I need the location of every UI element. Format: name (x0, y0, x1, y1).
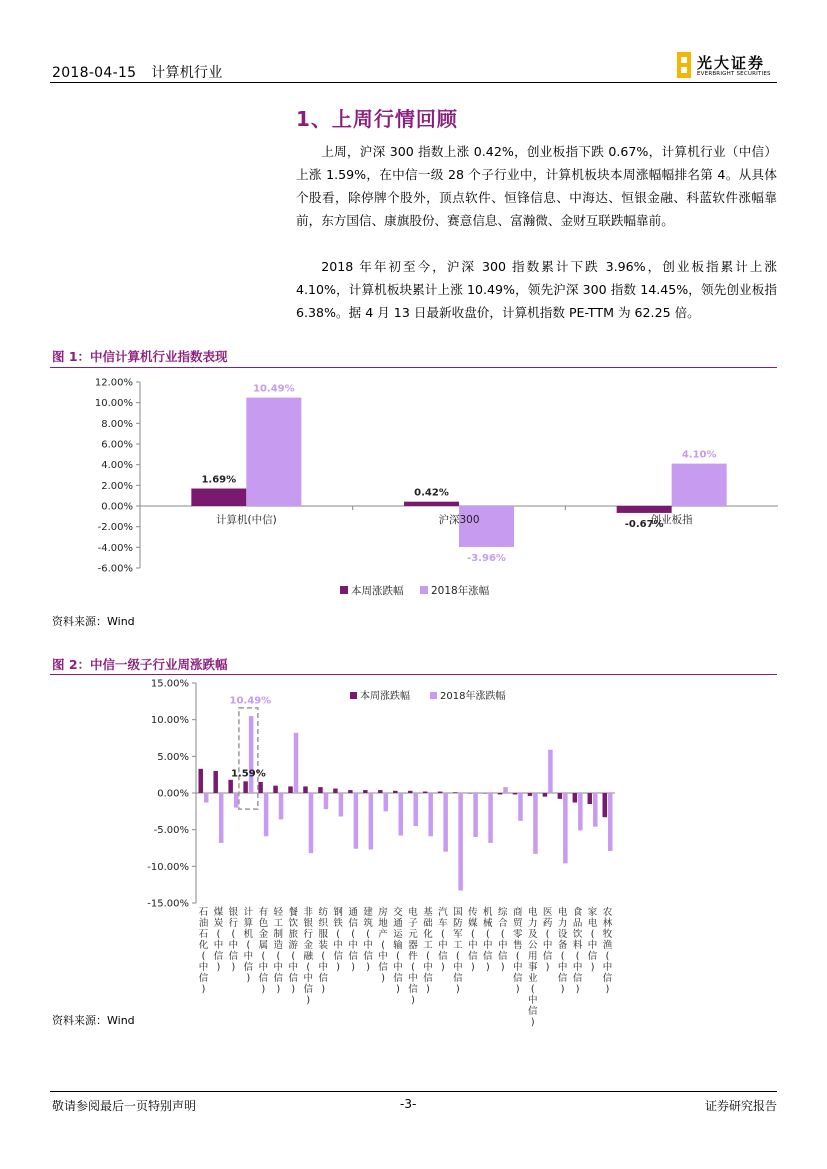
chart2-bar-week (273, 786, 278, 793)
chart2-x-tick-label: 基础化工(中信) (423, 907, 433, 995)
chart2-bar-week (543, 793, 548, 797)
chart2-bar-week (333, 789, 338, 793)
figure1-source: 资料来源：Wind (52, 615, 135, 628)
chart2-bar-ytd (473, 793, 478, 837)
section-title: 1、上周行情回顾 (296, 107, 458, 131)
header-divider (50, 82, 777, 83)
chart2-x-tick-label: 石油石化(中信) (198, 907, 209, 995)
chart2-bar-week (228, 780, 233, 793)
chart2-bar-week (498, 793, 503, 794)
chart1-bar-week (617, 506, 672, 513)
chart2-bar-week (423, 792, 428, 793)
chart1-data-label-week: 0.42% (414, 487, 449, 499)
chart2-x-tick-label: 非银行金融(中信) (303, 907, 313, 1006)
chart2-bar-ytd (578, 793, 583, 830)
chart2-bar-ytd (563, 793, 568, 863)
chart2-bar-week (243, 781, 248, 793)
chart2-bar-week (393, 791, 398, 793)
chart2-bar-ytd (249, 716, 254, 793)
chart2-bar-week (453, 792, 458, 793)
chart2-bar-ytd (458, 793, 463, 891)
chart2-x-tick-label: 食品饮料(中信) (572, 907, 583, 995)
brand-logo (677, 50, 777, 82)
chart2-bar-ytd (428, 793, 433, 836)
logo-text-en: EVERBRIGHT SECURITIES (697, 71, 771, 77)
chart1-data-label-ytd: 10.49% (253, 383, 295, 395)
chart2-bar-week (468, 793, 473, 794)
chart1-x-tick-label: 沪深300 (438, 514, 480, 526)
chart2-legend-label-ytd: 2018年涨跌幅 (440, 691, 506, 702)
chart2-bar-ytd (339, 793, 344, 816)
chart2-bar-ytd (309, 793, 314, 853)
chart2-bar-week (198, 769, 203, 793)
chart1-x-tick-label: 计算机(中信) (215, 514, 277, 526)
chart2-bar-ytd (204, 793, 209, 803)
chart1-y-tick-label: 12.00% (94, 377, 133, 389)
chart2-x-tick-label: 综合(中信) (498, 907, 508, 973)
chart1-y-tick-label: 4.00% (101, 460, 133, 472)
chart2-bar-week (438, 792, 443, 793)
chart2-x-tick-label: 有色金属(中信) (258, 907, 269, 995)
chart1-data-label-week: -0.67% (624, 518, 664, 530)
logo-text-cn: 光大证券 (697, 54, 766, 72)
chart2-legend-swatch-week (350, 692, 357, 699)
chart2-x-tick-label: 家电(中信) (587, 907, 598, 973)
chart1-y-tick-label: 8.00% (101, 418, 133, 430)
chart2-bar-week (408, 791, 413, 793)
chart2-bar-ytd (324, 793, 329, 809)
chart2-x-tick-label: 传媒(中信) (468, 907, 478, 973)
chart2-bar-week (318, 787, 323, 793)
chart2-bar-week (303, 786, 308, 793)
chart2-bar-ytd (593, 793, 598, 827)
chart2-x-tick-label: 纺织服装(中信) (318, 907, 328, 995)
chart1-y-tick-label: -4.00% (97, 542, 133, 554)
chart2-bar-ytd (219, 793, 224, 843)
chart1-bar-week (191, 489, 246, 506)
chart2-x-tick-label: 钢铁(中信) (333, 907, 343, 973)
chart2-bar-ytd (533, 793, 538, 854)
chart1-data-label-ytd: 4.10% (681, 449, 717, 461)
chart1-legend-label-week: 本周涨跌幅 (351, 585, 404, 597)
chart2-bar-ytd (354, 793, 359, 849)
chart2-x-tick-label: 轻工制造(中信) (273, 907, 284, 995)
chart2-bar-ytd (608, 793, 613, 851)
chart2-x-tick-label: 建筑(中信) (363, 907, 373, 973)
chart2-y-tick-label: 0.00% (157, 788, 189, 800)
chart1-legend-swatch-ytd (420, 586, 428, 594)
chart2-bar-ytd (279, 793, 284, 819)
chart1-bar-ytd (672, 464, 727, 506)
chart2-bar-ytd (548, 750, 553, 793)
chart1-y-tick-label: -6.00% (97, 563, 133, 575)
chart1-legend-label-ytd: 2018年涨幅 (431, 585, 490, 597)
chart2-x-tick-label: 计算机(中信) (243, 907, 254, 984)
logo-mark-icon (677, 52, 691, 78)
chart2-bar-ytd (234, 793, 239, 808)
chart2-bar-week (603, 793, 608, 817)
chart2-bar-ytd (369, 793, 374, 849)
chart2-x-tick-label: 交通运输(中信) (393, 907, 403, 995)
chart2-x-tick-label: 国防军工(中信) (453, 907, 463, 995)
paragraph-weekly-review: 上周，沪深 300 指数上涨 0.42%，创业板指下跌 0.67%，计算机行业（中信）上涨 1.59%，在中信一级 28 个子行业中，计算机板块本周涨幅幅排名第 4。从具体个股看，除停牌个股外，顶点软件、恒锋信息、中海达、恒银金融、科蓝软件涨幅靠前，东方国信、康旗股份、赛意信息、富瀚微、金财互联跌幅靠前。 (296, 144, 777, 228)
chart2-x-tick-label: 电力设备(中信) (557, 907, 568, 995)
chart2-bar-ytd (264, 793, 269, 836)
chart2-y-tick-label: -5.00% (153, 825, 189, 837)
footer-divider (50, 1091, 777, 1092)
chart2-bar-ytd (413, 793, 418, 826)
chart2-x-tick-label: 通信(中信) (348, 907, 358, 973)
chart2-highlight-label-week: 1.59% (231, 768, 266, 780)
chart2-bar-week (528, 793, 533, 796)
chart2-bar-week (348, 790, 353, 793)
footer-page-number: -3- (400, 1097, 417, 1111)
chart2-highlight-label-ytd: 10.49% (229, 695, 272, 707)
chart2-bar-week (378, 790, 383, 793)
chart1-y-tick-label: 10.00% (94, 398, 133, 410)
chart2-x-tick-label: 农林牧渔(中信) (602, 907, 613, 995)
figure2-source: 资料来源：Wind (52, 1014, 135, 1027)
figure1-chart (0, 368, 827, 612)
chart1-y-tick-label: 2.00% (101, 480, 133, 492)
chart1-bar-week (404, 502, 459, 506)
chart2-x-tick-label: 煤炭(中信) (213, 907, 224, 973)
footer-disclaimer: 敬请参阅最后一页特别声明 (52, 1099, 197, 1113)
chart1-x-tick-label: 创业板指 (650, 514, 693, 526)
chart2-bar-ytd (384, 793, 389, 811)
chart2-x-tick-label: 医药(中信) (542, 907, 553, 973)
chart2-y-tick-label: -10.00% (147, 861, 189, 873)
chart2-y-tick-label: -15.00% (147, 898, 189, 910)
figure1-chart-svg (0, 368, 827, 608)
page-header-info (52, 62, 233, 82)
chart2-bar-week (483, 793, 488, 794)
chart2-bar-week (573, 793, 578, 803)
chart2-bar-ytd (443, 793, 448, 852)
chart1-data-label-week: 1.69% (201, 474, 237, 486)
chart2-bar-ytd (294, 733, 299, 793)
chart2-x-tick-label: 汽车(中信) (438, 907, 448, 973)
chart2-x-tick-label: 房地产(中信) (378, 907, 388, 984)
chart1-data-label-ytd: -3.96% (467, 552, 506, 564)
chart2-bar-ytd (518, 793, 523, 821)
chart1-bar-ytd (246, 398, 301, 506)
chart2-bar-ytd (488, 793, 493, 843)
chart2-legend-label-week: 本周涨跌幅 (360, 691, 410, 702)
footer-report-type: 证券研究报告 (704, 1099, 777, 1113)
chart2-y-tick-label: 15.00% (150, 678, 189, 690)
chart2-bar-ytd (503, 787, 508, 793)
chart1-y-tick-label: -2.00% (97, 522, 133, 534)
report-industry: 计算机行业 (151, 65, 223, 81)
chart2-x-tick-label: 机械(中信) (483, 907, 493, 973)
chart2-x-tick-label: 餐饮旅游(中信) (288, 907, 299, 995)
chart1-y-tick-label: 0.00% (101, 501, 133, 513)
chart1-y-tick-label: 6.00% (101, 439, 133, 451)
chart2-highlight-box (239, 708, 258, 809)
chart2-legend-swatch-ytd (430, 692, 437, 699)
figure2-title: 图 2：中信一级子行业周涨跌幅 (52, 657, 228, 672)
chart2-bar-week (558, 793, 563, 799)
chart2-bar-week (288, 786, 293, 793)
report-date: 2018-04-15 (52, 65, 137, 81)
chart1-bar-ytd (459, 506, 514, 547)
chart2-bar-week (363, 790, 368, 793)
chart2-bar-week (513, 793, 518, 794)
chart2-x-tick-label: 电子元器件(中信) (408, 907, 418, 1006)
chart2-bar-week (213, 771, 218, 793)
chart2-x-tick-label: 电力及公用事业(中信) (527, 907, 538, 1028)
paragraph-ytd-review: 2018 年年初至今，沪深 300 指数累计下跌 3.96%，创业板指累计上涨 4.10%，计算机板块累计上涨 10.49%，领先沪深 300 指数 14.45%，领先创业板指 6.38%。据 4 月 13 日最新收盘价，计算机指数 PE-TTM 为 62.25 倍。 (296, 259, 777, 320)
chart2-x-tick-label: 商贸零售(中信) (512, 907, 523, 995)
chart2-bar-week (588, 793, 593, 804)
chart2-y-tick-label: 5.00% (157, 751, 189, 763)
chart2-bar-ytd (399, 793, 404, 836)
chart2-bar-week (258, 782, 263, 793)
figure1-title: 图 1：中信计算机行业指数表现 (52, 349, 228, 364)
chart2-x-tick-label: 银行(中信) (228, 907, 239, 973)
chart1-legend-swatch-week (340, 586, 348, 594)
chart2-y-tick-label: 10.00% (150, 715, 189, 727)
